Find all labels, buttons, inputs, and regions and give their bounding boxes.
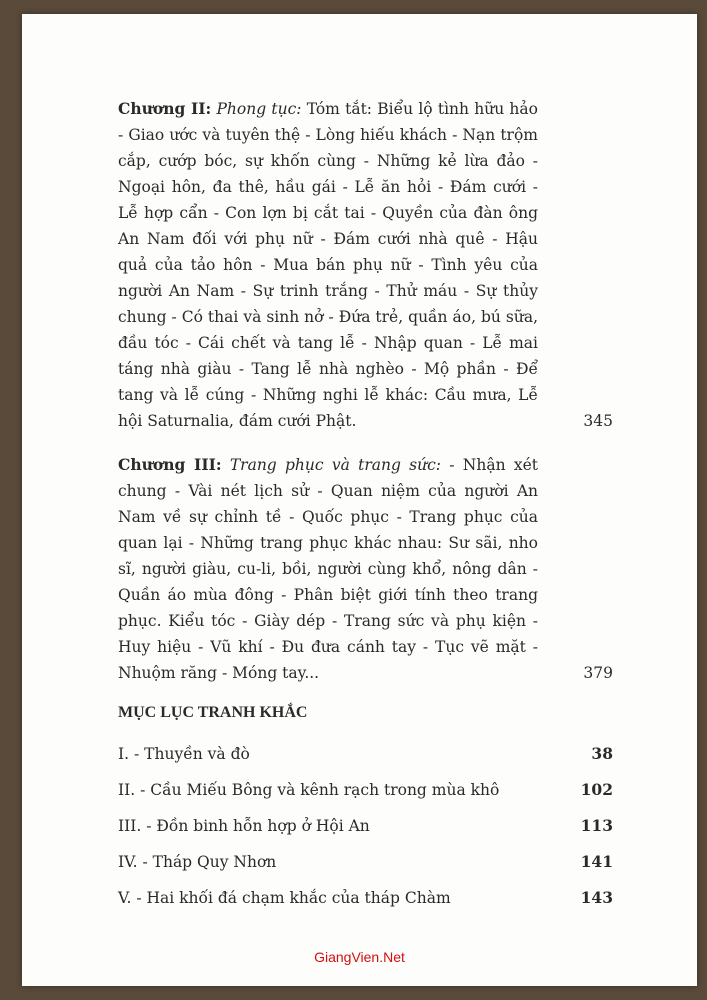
- engraving-item: [118, 888, 613, 907]
- engraving-page: 38: [591, 744, 613, 763]
- watermark-footer: GiangVien.Net: [314, 949, 405, 965]
- engraving-page: 143: [580, 888, 613, 907]
- engraving-label: II. - Cầu Miếu Bông và kênh rạch trong mùa khô: [118, 781, 500, 799]
- toc-page-number: 379: [583, 664, 613, 682]
- toc-entry-chapter-2: [118, 96, 613, 434]
- chapter-heading: Chương II:: [118, 99, 212, 118]
- chapter-summary: - Nhận xét chung - Vài nét lịch sử - Quan niệm của người An Nam về sự chỉnh tề - Quốc phục - Trang phục của quan lại - Những trang phục khác nhau: Sư sãi, nho sĩ, người giàu, cu-li, bồi, người cùng khổ, nông dân - Quần áo mùa đông - Phân biệt giới tính theo trang phục. Kiểu tóc - Giày dép - Trang sức và phụ kiện - Huy hiệu - Vũ khí - Đu đưa cánh tay - Tục vẽ mặt - Nhuộm răng - Móng tay...: [118, 456, 538, 682]
- engraving-label: III. - Đồn binh hỗn hợp ở Hội An: [118, 817, 370, 835]
- engraving-item: [118, 852, 613, 871]
- chapter-heading: Chương III:: [118, 455, 222, 474]
- engraving-item: [118, 816, 613, 835]
- toc-content: [118, 96, 613, 924]
- engraving-item: [118, 780, 613, 799]
- chapter-subtitle: Phong tục:: [216, 100, 302, 118]
- document-page: [22, 14, 697, 986]
- engraving-label: V. - Hai khối đá chạm khắc của tháp Chàm: [118, 889, 451, 907]
- engraving-item: [118, 744, 613, 763]
- chapter-subtitle: Trang phục và trang sức:: [229, 456, 442, 474]
- toc-entry-text: [118, 96, 538, 434]
- toc-entry-chapter-3: [118, 452, 613, 686]
- toc-entry-text: [118, 452, 538, 686]
- toc-page-number: 345: [583, 412, 613, 430]
- engraving-page: 141: [580, 852, 613, 871]
- chapter-summary: Tóm tắt: Biểu lộ tình hữu hảo - Giao ước và tuyên thệ - Lòng hiếu khách - Nạn trộm cắp, cướp bóc, sự khốn cùng - Những kẻ lừa đảo - Ngoại hôn, đa thê, hầu gái - Lễ ăn hỏi - Đám cưới - Lễ hợp cẩn - Con lợn bị cắt tai - Quyền của đàn ông An Nam đối với phụ nữ - Đám cưới nhà quê - Hậu quả của tảo hôn - Mua bán phụ nữ - Tình yêu của người An Nam - Sự trinh trắng - Thử máu - Sự thủy chung - Có thai và sinh nở - Đứa trẻ, quần áo, bú sữa, đầu tóc - Cái chết và tang lễ - Nhập quan - Lễ mai táng nhà giàu - Tang lễ nhà nghèo - Mộ phần - Để tang và lễ cúng - Những nghi lễ khác: Cầu mưa, Lễ hội Saturnalia, đám cưới Phật.: [118, 100, 538, 430]
- engraving-label: I. - Thuyền và đò: [118, 745, 250, 763]
- engravings-section-title: MỤC LỤC TRANH KHẮC: [118, 704, 308, 721]
- engraving-label: IV. - Tháp Quy Nhơn: [118, 853, 277, 871]
- engraving-page: 102: [580, 780, 613, 799]
- engraving-page: 113: [580, 816, 613, 835]
